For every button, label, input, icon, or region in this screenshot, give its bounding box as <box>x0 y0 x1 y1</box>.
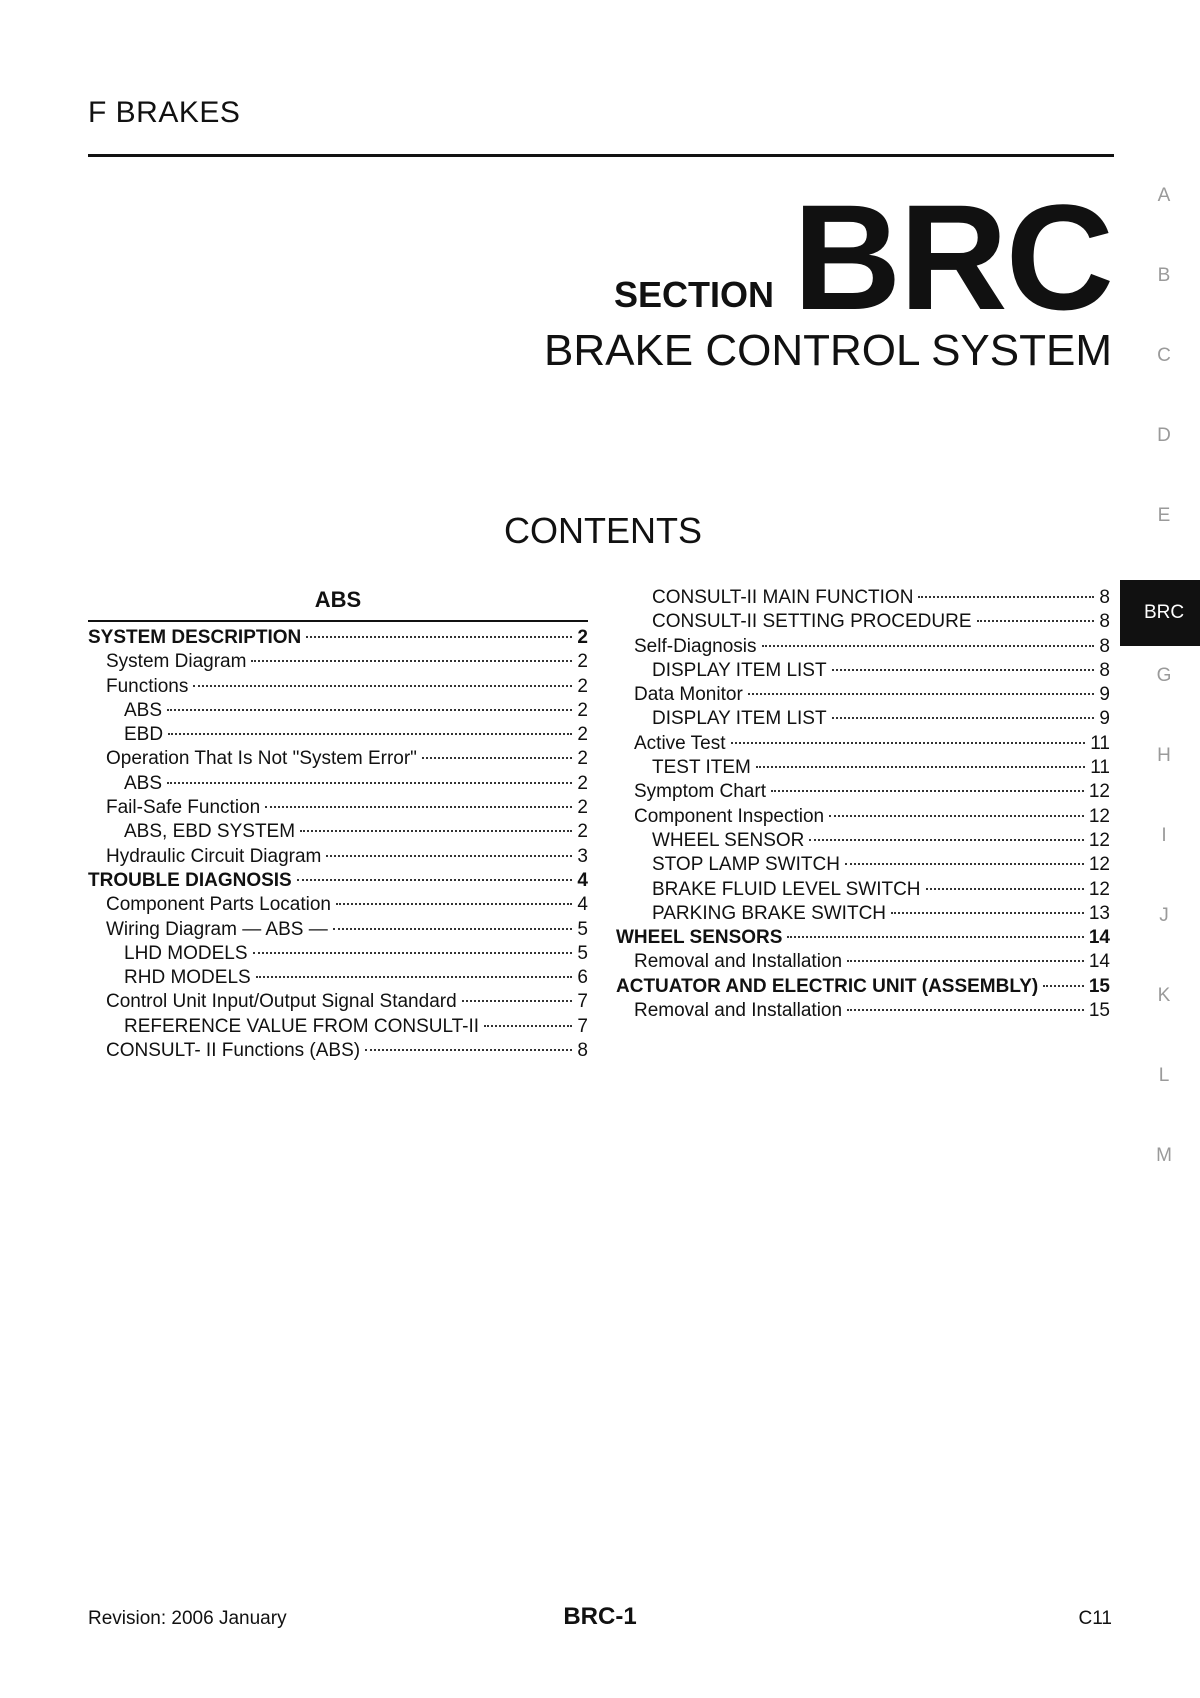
contents-heading: CONTENTS <box>504 510 702 551</box>
toc-dot-leader <box>265 806 572 808</box>
toc-entry[interactable] <box>616 683 1110 707</box>
toc-dot-leader <box>462 1000 573 1002</box>
toc-entry[interactable] <box>616 586 1110 610</box>
toc-entry-title: SYSTEM DESCRIPTION <box>88 627 302 648</box>
toc-entry[interactable] <box>616 805 1110 829</box>
section-tab-e[interactable]: E <box>1157 505 1171 526</box>
toc-entry-title: Data Monitor <box>634 684 743 706</box>
toc-entry[interactable] <box>88 990 588 1014</box>
toc-entry[interactable] <box>88 893 588 917</box>
toc-dot-leader <box>333 928 573 930</box>
section-group-title: F BRAKES <box>88 96 241 129</box>
toc-entry-page: 9 <box>1099 708 1110 730</box>
toc-dot-leader <box>167 782 572 784</box>
toc-dot-leader <box>193 685 572 687</box>
toc-dot-leader <box>832 669 1095 671</box>
toc-entry-page: 15 <box>1088 975 1110 997</box>
toc-entry-page: 2 <box>577 821 588 843</box>
toc-entry-page: 5 <box>577 942 588 964</box>
toc-entry-page: 2 <box>577 797 588 819</box>
toc-entry-page: 15 <box>1088 1000 1110 1022</box>
toc-entry-page: 2 <box>577 724 588 746</box>
toc-entry[interactable] <box>88 796 588 820</box>
toc-entry[interactable] <box>88 845 588 869</box>
toc-dot-leader <box>771 790 1084 792</box>
toc-right-column <box>616 586 1110 1023</box>
toc-entry-page: 8 <box>577 1040 588 1062</box>
section-index-tabs <box>1120 180 1200 1220</box>
section-tab-k[interactable]: K <box>1157 985 1171 1006</box>
toc-entry-title: Self-Diagnosis <box>634 635 757 657</box>
toc-dot-leader <box>167 709 572 711</box>
toc-entry-page: 4 <box>577 894 588 916</box>
toc-entry[interactable] <box>88 723 588 747</box>
toc-dot-leader <box>300 830 572 832</box>
toc-entry[interactable] <box>88 918 588 942</box>
toc-entry[interactable] <box>616 659 1110 683</box>
toc-dot-leader <box>787 936 1083 938</box>
toc-dot-leader <box>847 1009 1084 1011</box>
toc-entry-page: 8 <box>1099 635 1110 657</box>
toc-entry[interactable] <box>616 610 1110 634</box>
toc-entry-title: Wiring Diagram — ABS — <box>106 918 328 940</box>
toc-entry[interactable] <box>616 732 1110 756</box>
toc-entry-page: 8 <box>1099 659 1110 681</box>
toc-entry-title: CONSULT- II Functions (ABS) <box>106 1040 361 1062</box>
toc-dot-leader <box>926 888 1084 890</box>
toc-entry-title: Symptom Chart <box>634 781 766 803</box>
toc-entry[interactable] <box>616 878 1110 902</box>
toc-dot-leader <box>847 960 1084 962</box>
toc-entry-title: Operation That Is Not "System Error" <box>106 748 417 770</box>
toc-entry[interactable] <box>616 926 1110 950</box>
toc-entry[interactable] <box>616 756 1110 780</box>
toc-entry[interactable] <box>88 747 588 771</box>
toc-dot-leader <box>168 733 572 735</box>
toc-entry[interactable] <box>88 675 588 699</box>
toc-entry-page: 13 <box>1088 902 1110 924</box>
toc-entry-page: 2 <box>577 699 588 721</box>
toc-column-heading: ABS <box>314 587 362 612</box>
toc-entry-page: 12 <box>1088 878 1110 900</box>
toc-dot-leader <box>484 1025 572 1027</box>
section-tab-a[interactable]: A <box>1157 185 1171 206</box>
toc-entry[interactable] <box>616 635 1110 659</box>
toc-entry[interactable] <box>88 626 588 650</box>
toc-entry-title: TEST ITEM <box>652 757 751 779</box>
toc-entry-title: PARKING BRAKE SWITCH <box>652 902 887 924</box>
toc-dot-leader <box>731 742 1086 744</box>
toc-dot-leader <box>748 693 1095 695</box>
toc-dot-leader <box>251 660 572 662</box>
footer-model: C11 <box>1078 1608 1112 1629</box>
toc-entry-page: 2 <box>577 651 588 673</box>
toc-left-list <box>88 626 588 1063</box>
toc-entry-page: 5 <box>577 918 588 940</box>
toc-entry-page: 14 <box>1088 951 1110 973</box>
toc-entry[interactable] <box>88 772 588 796</box>
toc-dot-leader <box>326 855 572 857</box>
section-label: SECTION <box>613 274 774 315</box>
toc-entry[interactable] <box>88 699 588 723</box>
toc-entry-title: WHEEL SENSORS <box>616 927 783 949</box>
toc-entry[interactable] <box>88 650 588 674</box>
section-code: BRC <box>793 173 1112 341</box>
toc-dot-leader <box>762 645 1095 647</box>
section-tab-m[interactable]: M <box>1156 1145 1172 1166</box>
toc-entry-title: Functions <box>106 675 189 697</box>
toc-dot-leader <box>336 903 572 905</box>
toc-entry-title: Component Inspection <box>634 805 825 827</box>
toc-entry-title: ABS <box>124 699 163 721</box>
toc-entry-title: RHD MODELS <box>124 967 251 989</box>
toc-left-column <box>88 580 588 1063</box>
section-tab-h[interactable]: H <box>1157 745 1171 766</box>
toc-entry-title: Control Unit Input/Output Signal Standard <box>106 991 457 1013</box>
toc-entry[interactable] <box>88 1039 588 1063</box>
toc-entry-page: 3 <box>577 845 588 867</box>
toc-dot-leader <box>256 976 573 978</box>
footer-revision: Revision: 2006 January <box>88 1608 287 1629</box>
section-tab-g[interactable]: G <box>1156 665 1172 686</box>
section-tab-j[interactable]: J <box>1159 905 1169 926</box>
toc-entry-title: STOP LAMP SWITCH <box>652 854 840 876</box>
toc-entry-page: 9 <box>1099 684 1110 706</box>
section-tab-b[interactable]: B <box>1157 265 1171 286</box>
toc-entry-title: Component Parts Location <box>106 894 331 916</box>
toc-entry[interactable] <box>616 853 1110 877</box>
toc-entry-page: 2 <box>577 627 588 648</box>
toc-entry-title: Removal and Installation <box>634 1000 843 1022</box>
toc-dot-leader <box>809 839 1083 841</box>
toc-column-heading-rule <box>88 620 588 622</box>
section-tab-l[interactable]: L <box>1158 1065 1170 1086</box>
toc-entry[interactable] <box>616 707 1110 731</box>
toc-entry-page: 14 <box>1088 927 1110 949</box>
footer-page-id: BRC-1 <box>563 1603 637 1630</box>
toc-entry-title: Fail-Safe Function <box>106 797 261 819</box>
toc-entry-title: REFERENCE VALUE FROM CONSULT-II <box>124 1015 480 1037</box>
toc-dot-leader <box>918 596 1094 598</box>
section-tab-i[interactable]: I <box>1161 825 1167 846</box>
toc-entry-page: 12 <box>1088 829 1110 851</box>
section-title: BRAKE CONTROL SYSTEM <box>543 326 1112 375</box>
toc-entry-page: 2 <box>577 772 588 794</box>
toc-entry-page: 12 <box>1088 805 1110 827</box>
toc-dot-leader <box>1043 985 1084 987</box>
toc-entry-page: 11 <box>1090 732 1110 754</box>
toc-entry-page: 4 <box>577 869 588 891</box>
toc-entry-title: ABS <box>124 772 163 794</box>
toc-entry-title: DISPLAY ITEM LIST <box>652 659 827 681</box>
toc-entry[interactable] <box>88 942 588 966</box>
toc-dot-leader <box>422 757 573 759</box>
section-tab-d[interactable]: D <box>1157 425 1171 446</box>
toc-entry[interactable] <box>616 902 1110 926</box>
toc-dot-leader <box>306 636 572 638</box>
toc-entry-page: 8 <box>1099 587 1110 608</box>
toc-entry-title: ACTUATOR AND ELECTRIC UNIT (ASSEMBLY) <box>616 975 1039 997</box>
toc-dot-leader <box>891 912 1084 914</box>
toc-entry[interactable] <box>88 820 588 844</box>
toc-dot-leader <box>977 620 1095 622</box>
section-tab-brc[interactable]: BRC <box>1120 580 1200 646</box>
toc-entry-page: 12 <box>1088 781 1110 803</box>
toc-dot-leader <box>845 863 1084 865</box>
toc-dot-leader <box>829 815 1084 817</box>
toc-entry-title: Active Test <box>634 732 726 754</box>
toc-entry-title: LHD MODELS <box>124 942 248 964</box>
toc-entry-page: 2 <box>577 748 588 770</box>
toc-dot-leader <box>253 952 573 954</box>
toc-dot-leader <box>832 717 1095 719</box>
toc-entry-page: 8 <box>1099 611 1110 633</box>
toc-entry-title: Removal and Installation <box>634 951 843 973</box>
toc-entry-page: 7 <box>577 1015 588 1037</box>
toc-entry[interactable] <box>88 1015 588 1039</box>
toc-entry-page: 2 <box>577 675 588 697</box>
toc-entry[interactable] <box>616 950 1110 974</box>
toc-entry-page: 6 <box>577 967 588 989</box>
toc-entry[interactable] <box>616 999 1110 1023</box>
toc-dot-leader <box>756 766 1085 768</box>
toc-entry-title: ABS, EBD SYSTEM <box>124 821 296 843</box>
header-rule <box>88 154 1114 157</box>
toc-entry-page: 7 <box>577 991 588 1013</box>
toc-entry[interactable] <box>88 869 588 893</box>
toc-right-list <box>616 586 1110 1023</box>
section-tab-c[interactable]: C <box>1157 345 1171 366</box>
toc-entry-page: 11 <box>1090 757 1110 779</box>
toc-dot-leader <box>297 879 573 881</box>
toc-entry-title: CONSULT-II SETTING PROCEDURE <box>652 611 972 633</box>
toc-entry-title: WHEEL SENSOR <box>652 829 805 851</box>
toc-entry-page: 12 <box>1088 854 1110 876</box>
toc-entry-title: BRAKE FLUID LEVEL SWITCH <box>652 878 921 900</box>
toc-entry-title: DISPLAY ITEM LIST <box>652 708 827 730</box>
toc-entry[interactable] <box>616 780 1110 804</box>
toc-dot-leader <box>365 1049 572 1051</box>
toc-entry[interactable] <box>616 975 1110 999</box>
toc-entry-title: CONSULT-II MAIN FUNCTION <box>652 587 914 608</box>
toc-entry-title: EBD <box>124 724 164 746</box>
toc-entry[interactable] <box>616 829 1110 853</box>
toc-entry[interactable] <box>88 966 588 990</box>
toc-entry-title: System Diagram <box>106 651 247 673</box>
toc-entry-title: TROUBLE DIAGNOSIS <box>88 869 292 891</box>
toc-entry-title: Hydraulic Circuit Diagram <box>106 845 322 867</box>
